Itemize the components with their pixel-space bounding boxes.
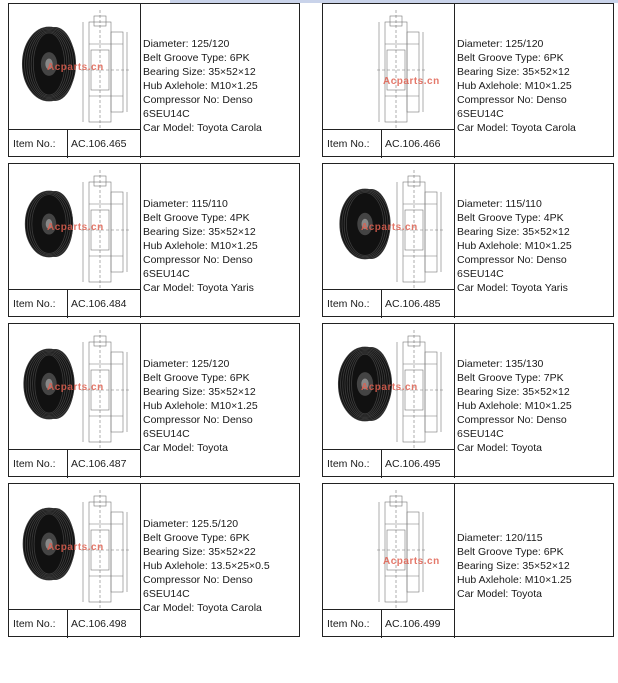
spec-diameter: Diameter: 115/110 — [143, 198, 228, 210]
product-card — [8, 323, 300, 477]
watermark: Acparts.cn — [383, 76, 440, 87]
spec-hub: Hub Axlehole: M10×1.25 — [457, 80, 572, 92]
spec-belt-groove: Belt Groove Type: 6PK — [143, 372, 250, 384]
item-no-value: AC.106.466 — [381, 130, 440, 158]
spec-hub: Hub Axlehole: M10×1.25 — [457, 400, 572, 412]
spec-bearing: Bearing Size: 35×52×12 — [457, 560, 570, 572]
spec-compressor: Compressor No: Denso — [143, 254, 253, 266]
spec-diameter: Diameter: 120/115 — [457, 532, 543, 544]
spec-list — [457, 484, 613, 683]
spec-belt-groove: Belt Groove Type: 6PK — [457, 546, 564, 558]
item-number-row — [9, 609, 140, 638]
spec-list — [457, 164, 613, 349]
column-divider — [140, 164, 141, 318]
item-no-label: Item No.: — [327, 298, 370, 310]
spec-compressor: Compressor No: Denso — [143, 94, 253, 106]
spec-bearing: Bearing Size: 35×52×12 — [457, 386, 570, 398]
column-divider — [140, 324, 141, 478]
product-image — [323, 484, 454, 609]
column-divider — [140, 4, 141, 158]
spec-compressor-model: 6SEU14C — [457, 428, 504, 440]
item-no-value: AC.106.484 — [67, 290, 126, 318]
spec-bearing: Bearing Size: 35×52×12 — [143, 66, 256, 78]
spec-compressor: Compressor No: Denso — [457, 414, 567, 426]
spec-hub: Hub Axlehole: 13.5×25×0.5 — [143, 560, 270, 572]
item-number-row — [323, 289, 454, 318]
item-no-value: AC.106.485 — [381, 290, 440, 318]
spec-hub: Hub Axlehole: M10×1.25 — [457, 240, 572, 252]
product-card — [322, 163, 614, 317]
spec-car-model: Car Model: Toyota — [457, 588, 543, 600]
product-card — [8, 163, 300, 317]
product-card — [8, 483, 300, 637]
watermark: Acparts.cn — [361, 222, 418, 233]
spec-bearing: Bearing Size: 35×52×12 — [457, 226, 570, 238]
product-card — [8, 3, 300, 157]
spec-car-model: Car Model: Toyota — [457, 442, 543, 454]
spec-diameter: Diameter: 125/120 — [457, 38, 544, 50]
spec-compressor: Compressor No: Denso — [457, 94, 567, 106]
spec-compressor: Compressor No: Denso — [143, 414, 253, 426]
column-divider — [454, 484, 455, 638]
watermark: Acparts.cn — [361, 382, 418, 393]
spec-car-model: Car Model: Toyota Yaris — [143, 282, 254, 294]
item-no-label: Item No.: — [13, 298, 56, 310]
spec-list — [143, 324, 299, 509]
spec-car-model: Car Model: Toyota Carola — [457, 122, 576, 134]
item-no-label: Item No.: — [13, 458, 56, 470]
spec-belt-groove: Belt Groove Type: 4PK — [457, 212, 564, 224]
column-divider — [454, 324, 455, 478]
item-number-row — [9, 289, 140, 318]
spec-bearing: Bearing Size: 35×52×12 — [143, 226, 256, 238]
product-image — [323, 164, 454, 289]
spec-car-model: Car Model: Toyota Yaris — [457, 282, 568, 294]
watermark: Acparts.cn — [47, 62, 104, 73]
product-card — [322, 483, 614, 637]
item-no-value: AC.106.465 — [67, 130, 126, 158]
item-no-label: Item No.: — [13, 618, 56, 630]
spec-list — [143, 484, 299, 669]
product-image — [323, 324, 454, 449]
spec-diameter: Diameter: 125/120 — [143, 38, 230, 50]
spec-car-model: Car Model: Toyota Carola — [143, 122, 262, 134]
spec-diameter: Diameter: 125/120 — [143, 358, 230, 370]
product-image — [9, 4, 140, 129]
spec-bearing: Bearing Size: 35×52×22 — [143, 546, 256, 558]
product-card — [322, 3, 614, 157]
spec-diameter: Diameter: 135/130 — [457, 358, 544, 370]
item-number-row — [323, 129, 454, 158]
spec-belt-groove: Belt Groove Type: 6PK — [143, 532, 250, 544]
spec-diameter: Diameter: 115/110 — [457, 198, 542, 210]
product-image — [323, 4, 454, 129]
spec-hub: Hub Axlehole: M10×1.25 — [457, 574, 572, 586]
product-image — [9, 484, 140, 609]
item-no-label: Item No.: — [327, 138, 370, 150]
item-no-value: AC.106.495 — [381, 450, 440, 478]
column-divider — [454, 4, 455, 158]
spec-belt-groove: Belt Groove Type: 6PK — [143, 52, 250, 64]
spec-list — [457, 4, 613, 189]
spec-compressor-model: 6SEU14C — [143, 108, 190, 120]
spec-list — [143, 164, 299, 349]
spec-compressor-model: 6SEU14C — [457, 268, 504, 280]
item-no-value: AC.106.487 — [67, 450, 126, 478]
item-number-row — [9, 129, 140, 158]
watermark: Acparts.cn — [47, 542, 104, 553]
spec-bearing: Bearing Size: 35×52×12 — [143, 386, 256, 398]
column-divider — [454, 164, 455, 318]
item-number-row — [323, 449, 454, 478]
spec-belt-groove: Belt Groove Type: 7PK — [457, 372, 564, 384]
spec-compressor: Compressor No: Denso — [457, 254, 567, 266]
product-image — [9, 324, 140, 449]
item-no-value: AC.106.499 — [381, 610, 440, 638]
spec-diameter: Diameter: 125.5/120 — [143, 518, 239, 530]
item-no-label: Item No.: — [327, 458, 370, 470]
spec-compressor-model: 6SEU14C — [143, 268, 190, 280]
product-image — [9, 164, 140, 289]
spec-hub: Hub Axlehole: M10×1.25 — [143, 400, 258, 412]
item-no-label: Item No.: — [13, 138, 56, 150]
spec-compressor-model: 6SEU14C — [457, 108, 504, 120]
item-no-label: Item No.: — [327, 618, 370, 630]
watermark: Acparts.cn — [47, 222, 104, 233]
spec-belt-groove: Belt Groove Type: 4PK — [143, 212, 250, 224]
item-number-row — [9, 449, 140, 478]
product-card — [322, 323, 614, 477]
spec-car-model: Car Model: Toyota Carola — [143, 602, 262, 614]
spec-compressor-model: 6SEU14C — [143, 588, 190, 600]
spec-list — [143, 4, 299, 189]
spec-compressor: Compressor No: Denso — [143, 574, 253, 586]
spec-belt-groove: Belt Groove Type: 6PK — [457, 52, 564, 64]
spec-hub: Hub Axlehole: M10×1.25 — [143, 80, 258, 92]
spec-hub: Hub Axlehole: M10×1.25 — [143, 240, 258, 252]
watermark: Acparts.cn — [47, 382, 104, 393]
spec-compressor-model: 6SEU14C — [143, 428, 190, 440]
item-number-row — [323, 609, 454, 638]
spec-list — [457, 324, 613, 509]
spec-car-model: Car Model: Toyota — [143, 442, 229, 454]
watermark: Acparts.cn — [383, 556, 440, 567]
spec-bearing: Bearing Size: 35×52×12 — [457, 66, 570, 78]
item-no-value: AC.106.498 — [67, 610, 126, 638]
column-divider — [140, 484, 141, 638]
